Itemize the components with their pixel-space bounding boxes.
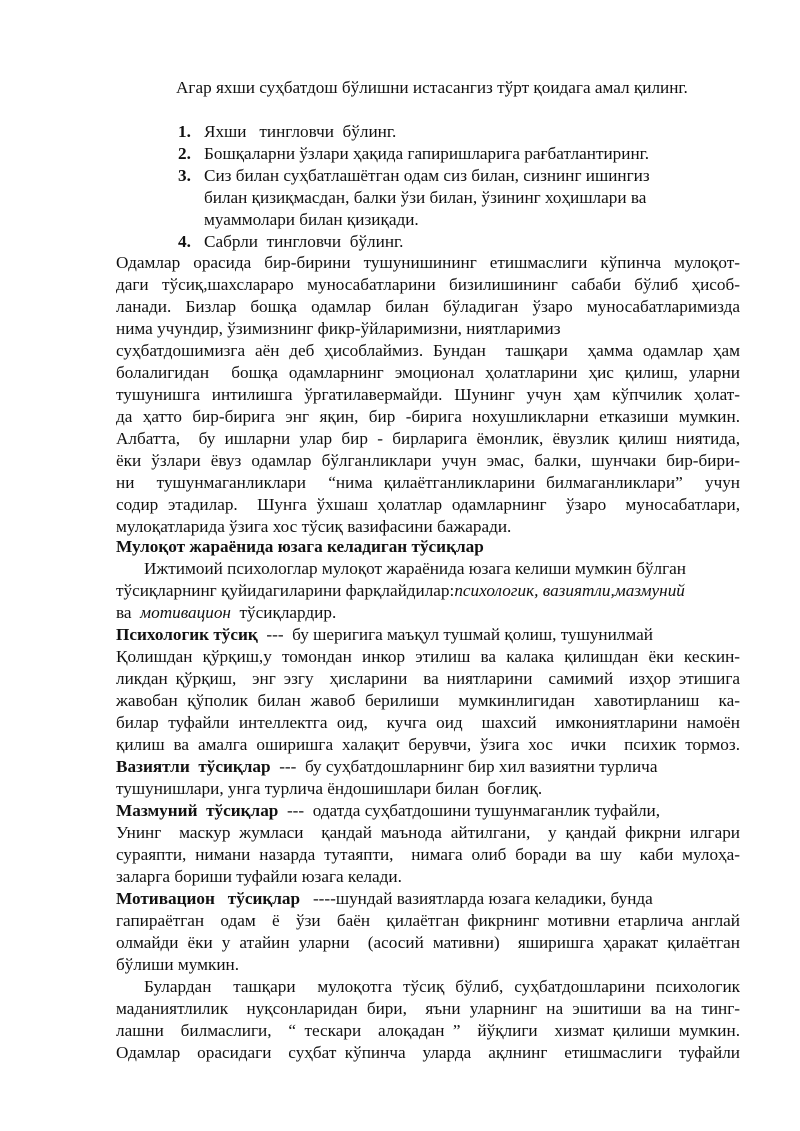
term-bold: Психологик тўсиқ	[116, 625, 258, 644]
paragraph-line: билар туфайли интеллектга оид, кучга оид шахсий имкониятларини намоён	[116, 713, 740, 732]
paragraph-line: Албатта, бу ишларни улар бир - бирларига ёмонлик, ёвузлик қилиш ниятида,	[116, 429, 740, 448]
paragraph-line	[116, 602, 336, 624]
paragraph-line: ёки ўзлари ёвуз одамлар бўлганликлари учун эмас, балки, шунчаки бир-бири-	[116, 451, 740, 470]
text-span: --- бу шеригига маъқул тушмай қолиш, тушунилмай	[257, 625, 653, 644]
paragraph-line: даги тўсиқ,шахслараро муносабатларини бизилишининг сабаби бўлиб ҳисоб-	[116, 275, 740, 294]
rule-text: билан қизиқмасдан, балки ўзи билан, ўзининг хоҳишлари ва	[204, 188, 647, 207]
paragraph-line: лашни билмаслиги, “ тескари алоқадан ” йўқлиги хизмат қилиши мумкин.	[116, 1021, 740, 1040]
term-bold: Мазмуний тўсиқлар	[116, 801, 279, 820]
definition-line	[116, 888, 653, 910]
paragraph-line: қилиш ва амалга оширишга халақит берувчи, ўзига хос ички психик тормоз.	[116, 735, 740, 754]
term-bold: Мотивацион тўсиқлар	[116, 889, 301, 908]
paragraph-line: ни тушунмаганликлари “нима қилаётганликларини билмаганликлари” учун	[116, 473, 740, 492]
paragraph-line: маданиятлилик нуқсонларидан бири, яъни уларнинг на эшитиши ва на тинг-	[116, 999, 740, 1018]
paragraph-line: Ижтимоий психологлар мулоқот жараёнида юзага келиши мумкин бўлган	[144, 559, 687, 578]
text-span: ----шундай вазиятларда юзага келадики, бунда	[300, 889, 653, 908]
paragraph-line: Унинг маскур жумласи қандай маънода айтилгани, у қандай фикрни илгари	[116, 823, 740, 842]
section-heading: Мулоқот жараёнида юзага келадиган тўсиқлар	[116, 537, 484, 556]
paragraph-line: сураяпти, нимани назарда тутаяпти, нимага олиб боради ва шу каби мулоҳа-	[116, 845, 740, 864]
italic-term: психологик, вазиятли,мазмуний	[454, 581, 685, 600]
paragraph-line	[116, 580, 685, 602]
rule-text: Яхши тингловчи бўлинг.	[204, 122, 397, 141]
text-span: тўсиқларнинг қуйидагиларини фарқлайдилар:	[116, 581, 455, 600]
rule-number: 3.	[178, 166, 191, 185]
paragraph-line: гапираётган одам ё ўзи баён қилаётган фикрнинг мотивни етарлича англай	[116, 911, 740, 930]
rule-text: Сиз билан суҳбатлашётган одам сиз билан, сизнинг ишингиз	[204, 166, 650, 185]
rule-text: Бошқаларни ўзлари ҳақида гапиришларига рағбатлантиринг.	[204, 144, 650, 163]
paragraph-line: содир этадилар. Шунга ўхшаш ҳолатлар одамларнинг ўзаро муносабатлари,	[116, 495, 740, 514]
text-span: ва	[116, 603, 141, 622]
rule-text: Сабрли тингловчи бўлинг.	[204, 232, 404, 251]
term-bold: Вазиятли тўсиқлар	[116, 757, 271, 776]
definition-line	[116, 800, 660, 822]
paragraph-line: да ҳатто бир-бирига энг яқин, бир -бирига нохушликларни етказиши мумкин.	[116, 407, 740, 426]
paragraph-line: Одамлар орасида бир-бирини тушунишининг етишмаслиги кўпинча мулоқот-	[116, 253, 740, 272]
paragraph-line: тушунишлари, унга турлича ёндошишлари билан боғлиқ.	[116, 779, 543, 798]
rule-text: муаммолари билан қизиқади.	[204, 210, 419, 229]
intro-line: Агар яхши суҳбатдош бўлишни истасангиз тўрт қоидага амал қилинг.	[176, 78, 688, 97]
paragraph-line: олмайди ёки у атайин уларни (асосий мативни) яширишга ҳаракат қилаётган	[116, 933, 740, 952]
paragraph-line: заларга бориши туфайли юзага келади.	[116, 867, 402, 886]
rule-number: 2.	[178, 144, 191, 163]
italic-term: мотивацион	[140, 603, 231, 622]
paragraph-line: ликдан қўрқиш, энг эзгу ҳисларини ва ниятларини самимий изҳор этишига	[116, 669, 740, 688]
text-span: --- бу суҳбатдошларнинг бир хил вазиятни турлича	[270, 757, 658, 776]
rule-number: 4.	[178, 232, 191, 251]
paragraph-line: Қолишдан қўрқиш,у томондан инкор этилиш ва калака қилишдан ёки кескин-	[116, 647, 740, 666]
text-span: тўсиқлардир.	[230, 603, 337, 622]
paragraph-line: ланади. Бизлар бошқа одамлар билан бўладиган ўзаро муносабатларимизда	[116, 297, 740, 316]
paragraph-line: Булардан ташқари мулоқотга тўсиқ бўлиб, суҳбатдошларини психологик	[144, 977, 740, 996]
definition-line	[116, 756, 657, 778]
text-span: --- одатда суҳбатдошини тушунмаганлик туфайли,	[278, 801, 661, 820]
paragraph-line: тушунишга интилишга ўргатилавермайди. Шунинг учун ҳам кўпчилик ҳолат-	[116, 385, 740, 404]
paragraph-line: Одамлар орасидаги суҳбат кўпинча уларда ақлнинг етишмаслиги туфайли	[116, 1043, 740, 1062]
paragraph-line: мулоқатларида ўзига хос тўсиқ вазифасини бажаради.	[116, 517, 512, 536]
paragraph-line: жавобан қўполик билан жавоб берилиши мумкинлигидан хавотирланиш ка-	[116, 691, 740, 710]
paragraph-line: нима учундир, ўзимизнинг фикр-ўйларимизни, ниятларимиз	[116, 319, 561, 338]
rule-number: 1.	[178, 122, 191, 141]
paragraph-line: бўлиши мумкин.	[116, 955, 240, 974]
paragraph-line: болалигидан бошқа одамларнинг эмоционал ҳолатларини ҳис қилиш, уларни	[116, 363, 740, 382]
definition-line	[116, 624, 653, 646]
paragraph-line: суҳбатдошимизга аён деб ҳисоблаймиз. Бундан ташқари ҳамма одамлар ҳам	[116, 341, 740, 360]
